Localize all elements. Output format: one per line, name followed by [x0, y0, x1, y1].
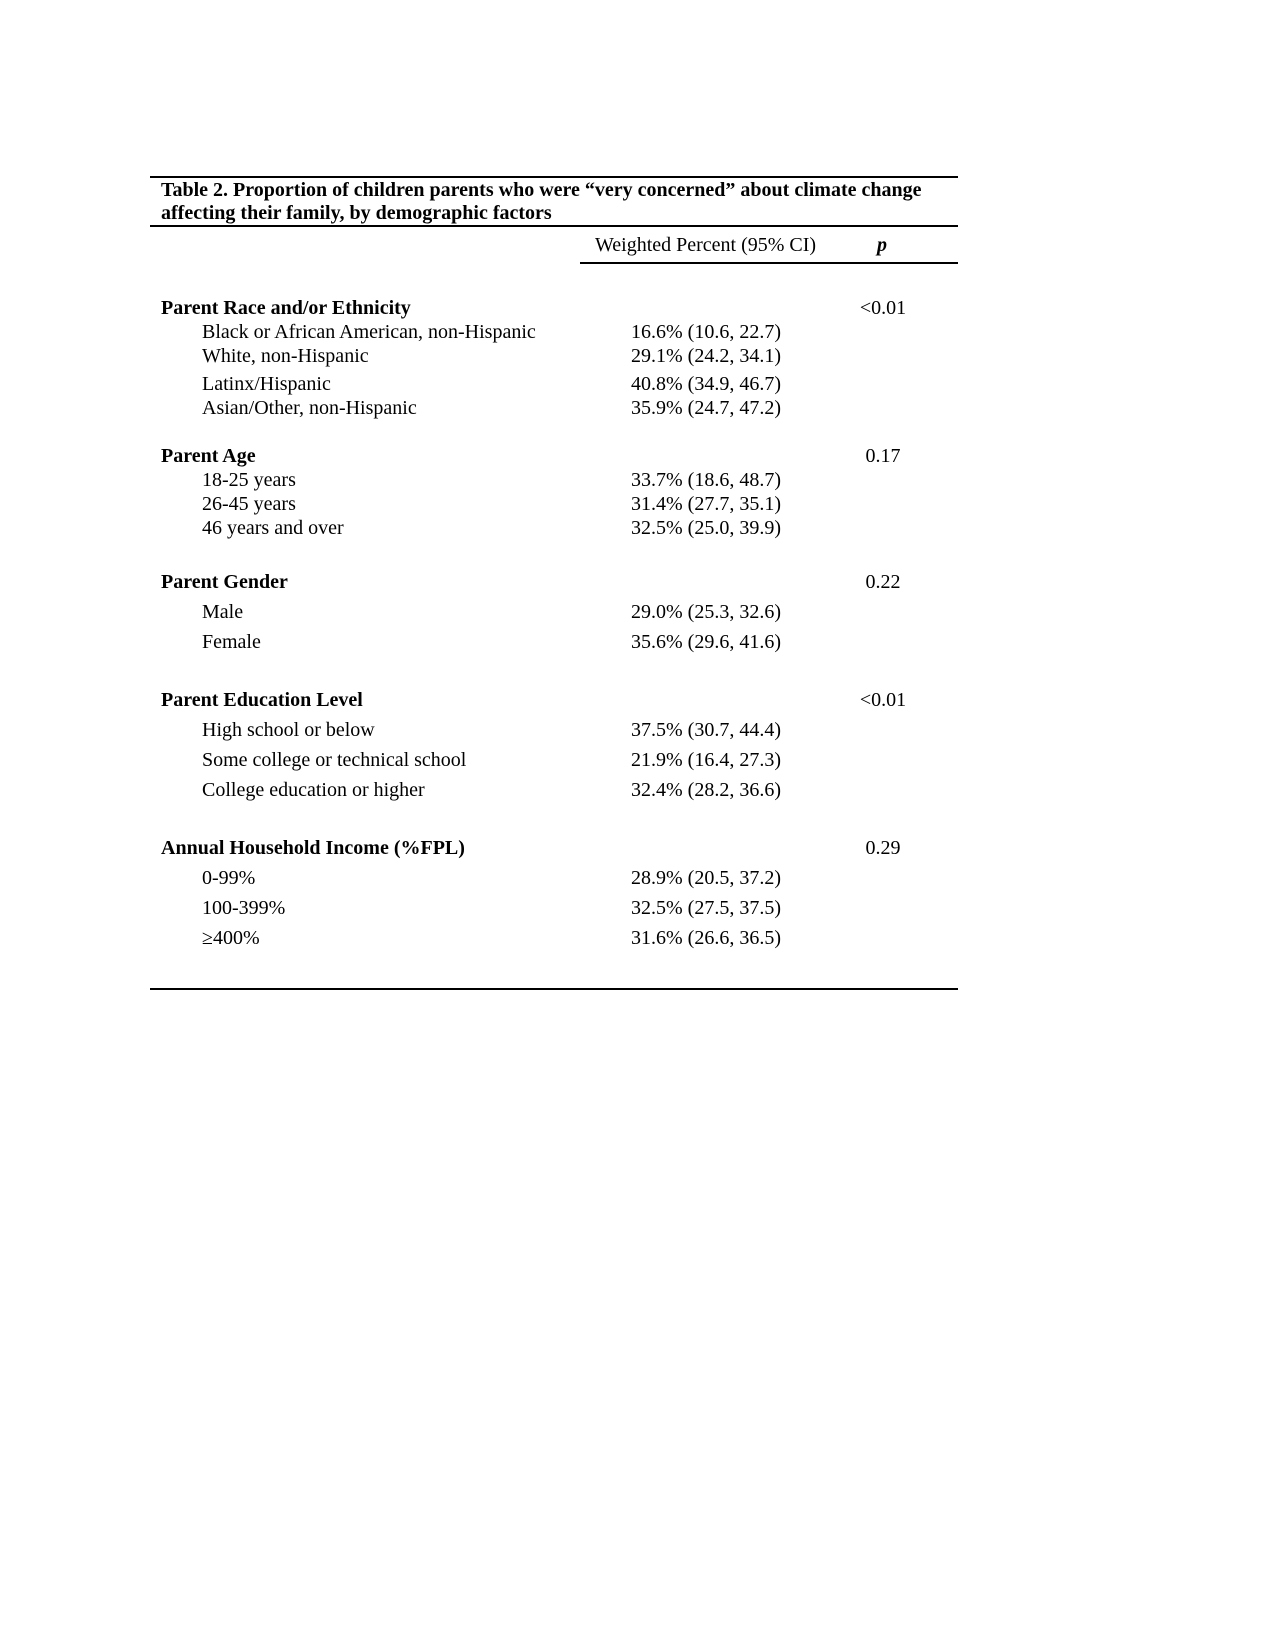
row-label: 100-399% — [202, 897, 286, 919]
header-rule — [580, 262, 958, 264]
group-p-value: 0.17 — [865, 445, 901, 467]
column-header-p: p — [877, 234, 887, 256]
group-p-value: <0.01 — [859, 689, 907, 711]
group-p-value: 0.29 — [865, 837, 901, 859]
group-title: Parent Race and/or Ethnicity — [161, 297, 411, 319]
row-value: 40.8% (34.9, 46.7) — [631, 373, 781, 395]
row-value: 16.6% (10.6, 22.7) — [631, 321, 781, 343]
row-label: College education or higher — [202, 779, 425, 801]
row-value: 33.7% (18.6, 48.7) — [631, 469, 781, 491]
table-bottom-rule — [150, 988, 958, 990]
row-value: 32.4% (28.2, 36.6) — [631, 779, 781, 801]
row-label: Some college or technical school — [202, 749, 467, 771]
row-label: 46 years and over — [202, 517, 344, 539]
group-p-value: 0.22 — [865, 571, 901, 593]
row-value: 21.9% (16.4, 27.3) — [631, 749, 781, 771]
row-value: 29.1% (24.2, 34.1) — [631, 345, 781, 367]
group-title: Parent Education Level — [161, 689, 363, 711]
table-caption: Table 2. Proportion of children parents who were “very concerned” about climate change affecting their family, by demographic factors — [161, 179, 922, 224]
group-title: Parent Gender — [161, 571, 288, 593]
group-title: Annual Household Income (%FPL) — [161, 837, 465, 859]
row-value: 31.6% (26.6, 36.5) — [631, 927, 781, 949]
row-label: High school or below — [202, 719, 375, 741]
row-value: 31.4% (27.7, 35.1) — [631, 493, 781, 515]
group-p-value: <0.01 — [859, 297, 907, 319]
row-label: 18-25 years — [202, 469, 296, 491]
row-label: Black or African American, non-Hispanic — [202, 321, 536, 343]
row-value: 35.9% (24.7, 47.2) — [631, 397, 781, 419]
row-label: Asian/Other, non-Hispanic — [202, 397, 417, 419]
row-value: 32.5% (27.5, 37.5) — [631, 897, 781, 919]
group-title: Parent Age — [161, 445, 256, 467]
table-top-rule — [150, 176, 958, 178]
caption-rule — [150, 225, 958, 227]
row-value: 29.0% (25.3, 32.6) — [631, 601, 781, 623]
row-label: 26-45 years — [202, 493, 296, 515]
row-label: Female — [202, 631, 261, 653]
row-value: 32.5% (25.0, 39.9) — [631, 517, 781, 539]
row-value: 28.9% (20.5, 37.2) — [631, 867, 781, 889]
row-label: White, non-Hispanic — [202, 345, 369, 367]
column-header-percent: Weighted Percent (95% CI) — [595, 234, 817, 256]
row-value: 35.6% (29.6, 41.6) — [631, 631, 781, 653]
row-label: Latinx/Hispanic — [202, 373, 331, 395]
row-label: ≥400% — [202, 927, 260, 949]
row-label: Male — [202, 601, 244, 623]
row-value: 37.5% (30.7, 44.4) — [631, 719, 781, 741]
row-label: 0-99% — [202, 867, 256, 889]
